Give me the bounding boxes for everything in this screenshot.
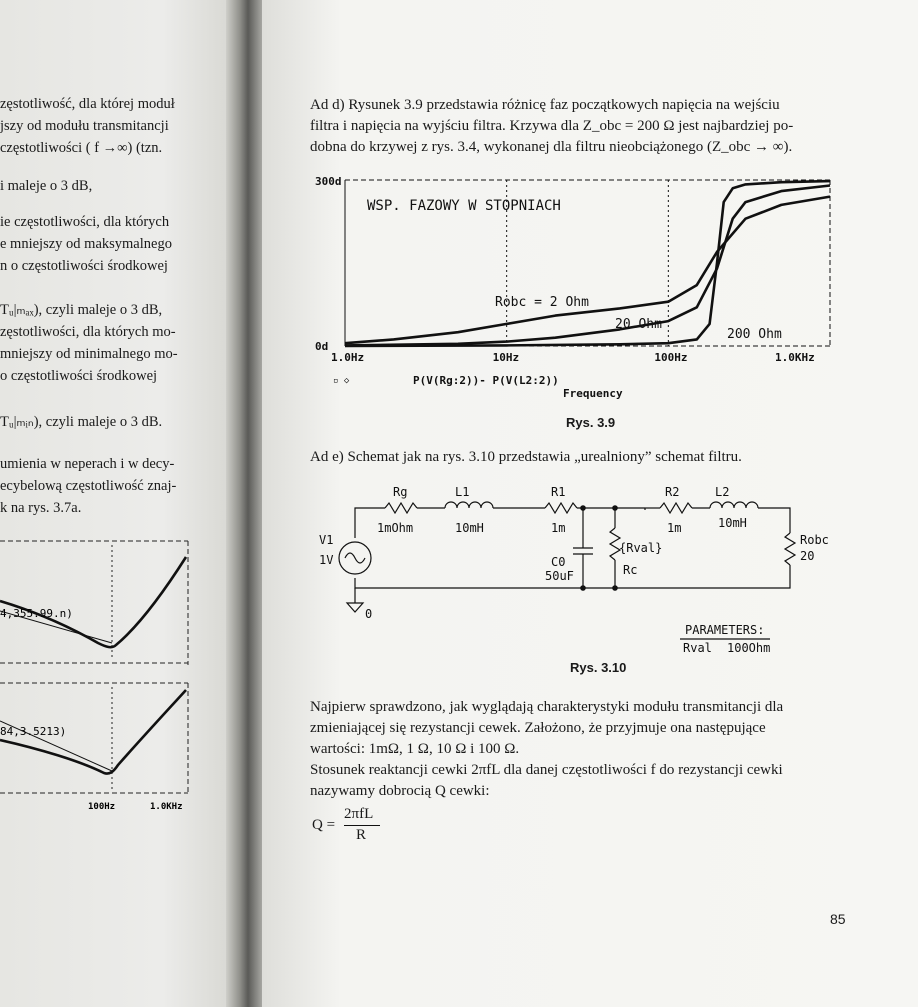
paragraph-d-line2: filtra i napięcia na wyjściu filtra. Krzywa dla Z_obc = 200 Ω jest najbardziej po- bbox=[310, 118, 794, 134]
chart-y-tick-0d: 0d bbox=[315, 340, 329, 353]
left-axis-label-1khz: 1.0KHz bbox=[150, 802, 183, 812]
label-robc-value: 20 bbox=[800, 549, 815, 563]
paragraph-main-line2: zmieniającej się rezystancji cewek. Założono, że przyjmuje ona następujące bbox=[310, 720, 766, 736]
resistor-r1 bbox=[545, 503, 577, 513]
left-page bbox=[0, 0, 232, 1007]
chart-annotation-2ohm: Robc = 2 Ohm bbox=[495, 295, 589, 310]
page-number: 85 bbox=[830, 911, 846, 927]
figure-caption-3-10: Rys. 3.10 bbox=[570, 660, 627, 675]
chart-annotation-20ohm: 20 Ohm bbox=[615, 317, 662, 332]
label-rc-value: {Rval} bbox=[619, 541, 663, 555]
inductor-l1 bbox=[445, 502, 493, 508]
label-c0-value: 50uF bbox=[545, 569, 574, 583]
left-plot1-curve bbox=[0, 557, 186, 647]
left-page-line: umienia w neperach i w decy- bbox=[0, 456, 175, 472]
paragraph-d-line3: dobna do krzywej z rys. 3.4, wykonanej dla filtru nieobciążonego (Z_obc → ∞). bbox=[310, 139, 793, 155]
left-page-line: i maleje o 3 dB, bbox=[0, 178, 93, 194]
chart-x-tick-label: 10Hz bbox=[492, 351, 520, 364]
label-l1: L1 bbox=[455, 485, 470, 499]
chart-y-tick-300d: 300d bbox=[315, 175, 342, 188]
param-name: Rval bbox=[683, 641, 712, 655]
left-axis-label-100hz: 100Hz bbox=[88, 802, 116, 812]
left-plot1-label: 4,355.99.n) bbox=[0, 607, 73, 620]
label-rg-value: 1mOhm bbox=[377, 521, 414, 535]
params-title: PARAMETERS: bbox=[685, 623, 765, 637]
capacitor-c0 bbox=[573, 548, 593, 554]
chart-legend-entry: P(V(Rg:2))- P(V(L2:2)) bbox=[413, 374, 559, 387]
paragraph-main-line1: Najpierw sprawdzono, jak wyglądają charakterystyki modułu transmitancji dla bbox=[310, 699, 784, 715]
left-page-line: Tᵤ|ₘᵢₙ), czyli maleje o 3 dB. bbox=[0, 414, 163, 430]
left-plots bbox=[0, 535, 232, 835]
left-plot2-label: 84,3.5213) bbox=[0, 725, 67, 738]
circuit-schematic bbox=[315, 478, 875, 668]
left-page-line: e mniejszy od maksymalnego bbox=[0, 236, 172, 252]
chart-x-tick-label: 1.0Hz bbox=[331, 351, 365, 364]
inductor-l2 bbox=[710, 502, 758, 508]
paragraph-d-line1: Ad d) Rysunek 3.9 przedstawia różnicę faz początkowych napięcia na wejściu bbox=[310, 97, 780, 113]
formula-denominator: R bbox=[356, 827, 367, 843]
chart-x-tick-label: 100Hz bbox=[654, 351, 688, 364]
label-l2-value: 10mH bbox=[718, 516, 747, 530]
label-rg: Rg bbox=[393, 485, 408, 499]
chart-x-tick-label: 1.0KHz bbox=[775, 351, 815, 364]
label-l1-value: 10mH bbox=[455, 521, 484, 535]
label-ground: 0 bbox=[365, 607, 373, 621]
label-robc: Robc bbox=[800, 533, 829, 547]
left-page-line: zęstotliwości, dla których mo- bbox=[0, 324, 176, 340]
paragraph-main-line3: wartości: 1mΩ, 1 Ω, 10 Ω i 100 Ω. bbox=[310, 741, 520, 757]
label-l2: L2 bbox=[715, 485, 730, 499]
left-page-line: jszy od modułu transmitancji bbox=[0, 118, 169, 134]
formula-fraction-bar bbox=[344, 825, 380, 826]
label-r2: R2 bbox=[665, 485, 680, 499]
label-rc: Rc bbox=[623, 563, 638, 577]
paragraph-d bbox=[310, 95, 850, 158]
figure-caption-3-9: Rys. 3.9 bbox=[566, 415, 616, 430]
chart-xlabel: Frequency bbox=[563, 387, 623, 400]
paragraph-main bbox=[310, 697, 855, 802]
label-r1: R1 bbox=[551, 485, 566, 499]
phase-chart bbox=[315, 168, 875, 400]
paragraph-main-line5: nazywamy dobrocią Q cewki: bbox=[310, 783, 490, 799]
resistor-r2 bbox=[660, 503, 692, 513]
label-v1-value: 1V bbox=[319, 553, 334, 567]
left-page-line: częstotliwości ( f →∞) (tzn. bbox=[0, 140, 163, 156]
left-page-line: mniejszy od minimalnego mo- bbox=[0, 346, 178, 362]
param-value: 100Ohm bbox=[727, 641, 771, 655]
paragraph-e: Ad e) Schemat jak na rys. 3.10 przedstawia „urealniony” schemat filtru. bbox=[310, 449, 742, 465]
label-c0: C0 bbox=[551, 555, 566, 569]
paragraph-main-line4: Stosunek reaktancji cewki 2πfL dla danej częstotliwości f do rezystancji cewki bbox=[310, 762, 783, 778]
formula-numerator: 2πfL bbox=[344, 806, 374, 822]
ground-symbol bbox=[347, 603, 363, 612]
book-gutter bbox=[226, 0, 266, 1007]
label-r2-value: 1m bbox=[667, 521, 682, 535]
chart-series-line-1 bbox=[345, 197, 830, 344]
chart-legend-markers: ▫ ◇ bbox=[333, 376, 350, 386]
resistor-robc bbox=[785, 533, 795, 565]
left-page-line: ie częstotliwości, dla których bbox=[0, 214, 170, 230]
left-page-line: Tᵤ|ₘₐₓ), czyli maleje o 3 dB, bbox=[0, 302, 163, 318]
left-page-line: zęstotliwość, dla której moduł bbox=[0, 96, 175, 112]
left-page-line: o częstotliwości środkowej bbox=[0, 368, 158, 384]
left-page-line: n o częstotliwości środkowej bbox=[0, 258, 168, 274]
left-page-line: ecybelową częstotliwość znaj- bbox=[0, 478, 177, 494]
label-v1: V1 bbox=[319, 533, 334, 547]
formula-lhs: Q = bbox=[312, 817, 336, 833]
left-page-line: k na rys. 3.7a. bbox=[0, 500, 82, 516]
chart-title: WSP. FAZOWY W STOPNIACH bbox=[367, 198, 561, 214]
resistor-rg bbox=[385, 503, 417, 513]
chart-annotation-200ohm: 200 Ohm bbox=[727, 327, 782, 342]
label-r1-value: 1m bbox=[551, 521, 566, 535]
